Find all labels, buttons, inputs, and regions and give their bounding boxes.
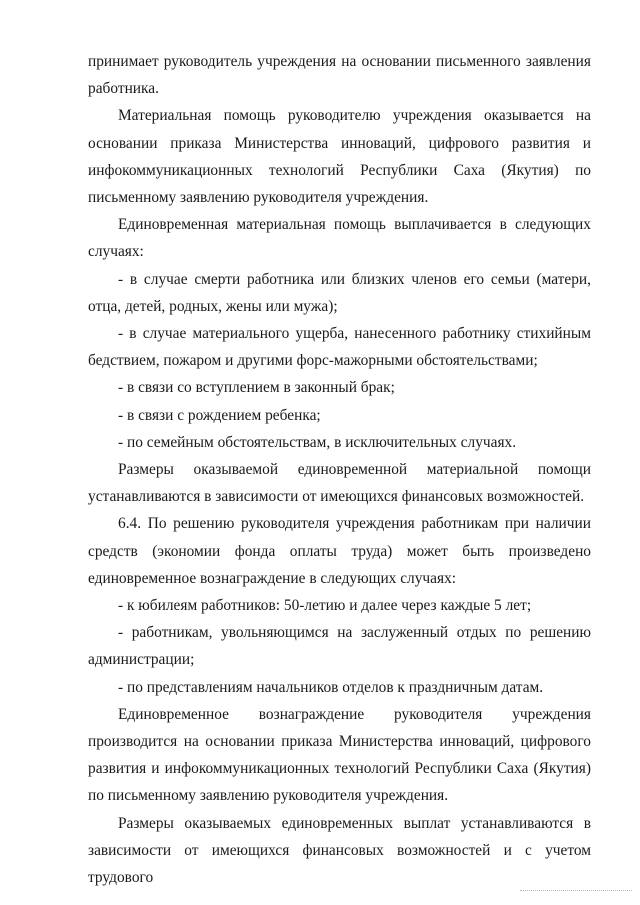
paragraph-lump-sum-intro: Единовременная материальная помощь выплачивается в следующих случаях: (88, 216, 591, 261)
list-item-holidays: - по представлениям начальников отделов к праздничным датам. (118, 678, 544, 696)
list-item-childbirth: - в связи с рождением ребенка; (118, 406, 321, 424)
paragraph-assistance-amount: Размеры оказываемой единовременной материальной помощи устанавливаются в зависимости от имеющихся финансовых возможностей. (88, 461, 591, 506)
list-item-death: - в случае смерти работника или близких членов его семьи (матери, отца, детей, родных, жены или мужа); (88, 270, 591, 315)
list-item-retirement: - работникам, увольняющимся на заслуженный отдых по решению администрации; (88, 624, 591, 669)
list-item-marriage: - в связи со вступлением в законный брак; (118, 379, 395, 397)
paragraph-continuation: принимает руководитель учреждения на основании письменного заявления работника. (88, 53, 591, 98)
paragraph-payment-amount: Размеры оказываемых единовременных выплат устанавливаются в зависимости от имеющихся финансовых возможностей и с учетом трудового (88, 814, 591, 887)
scan-edge-mark (520, 890, 632, 891)
section-6-4: 6.4. По решению руководителя учреждения работникам при наличии средств (экономии фонда оплаты труда) может быть произведено единовременное вознаграждение в следующих случаях: (88, 515, 591, 587)
list-item-family: - по семейным обстоятельствам, в исключительных случаях. (118, 433, 517, 451)
paragraph-head-assistance: Материальная помощь руководителю учреждения оказывается на основании приказа Министерства инноваций, цифрового развития и инфокоммуникационных технологий Республики Саха (Якутия) по письменному заявлению руководителя учреждения. (88, 107, 591, 207)
list-item-damage: - в случае материального ущерба, нанесенного работнику стихийным бедствием, пожаром и другими форс-мажорными обстоятельствами; (88, 325, 591, 370)
paragraph-head-reward: Единовременное вознаграждение руководителя учреждения производится на основании приказа Министерства инноваций, цифрового развития и инфокоммуникационных технологий Республики Саха (Якутия) по письменному заявлению руководителя учреждения. (88, 705, 591, 805)
list-item-anniversary: - к юбилеям работников: 50-летию и далее через каждые 5 лет; (118, 597, 532, 615)
document-body (88, 48, 591, 891)
